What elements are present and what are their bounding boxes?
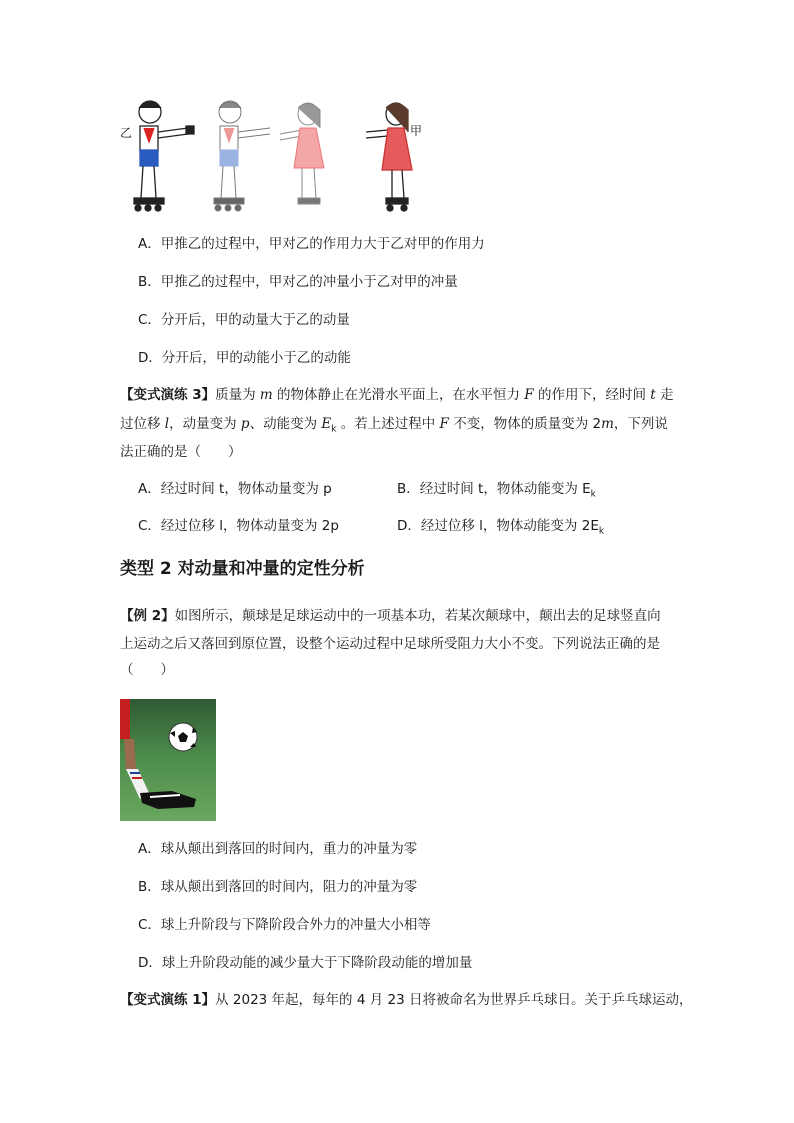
sub-k: k (598, 526, 605, 537)
ex2-option-a: A．球从颠出到落回的时间内，重力的冲量为零 (138, 841, 418, 857)
var3-tag: 【变式演练 3】 (120, 387, 216, 403)
skaters-figure (118, 98, 428, 216)
text: 如图所示，颠球是足球运动中的一项基本功，若某次颠球中，颠出去的足球竖直向 (174, 608, 661, 624)
option-b: B．甲推乙的过程中，甲对乙的冲量小于乙对甲的冲量 (138, 274, 458, 290)
var3-line1 (120, 385, 674, 405)
var3-option-b (397, 479, 596, 505)
ex2-option-d: D．球上升阶段动能的减少量大于下降阶段动能的增加量 (138, 955, 473, 971)
text: 从 2023 年起，每年的 4 月 23 日将被命名为世界乒乓球日。关于乒乓球运动， (215, 992, 693, 1008)
text: 走 (655, 387, 674, 403)
var3-line3: 法正确的是（ ） (120, 444, 242, 460)
text: ，下列说 (613, 416, 668, 432)
text: 过位移 (120, 416, 165, 432)
ex2-option-c: C．球上升阶段与下降阶段合外力的冲量大小相等 (138, 917, 431, 933)
text: D．经过位移 l，物体动能变为 2E (397, 518, 599, 534)
var3-line2 (120, 414, 668, 440)
option-d: D．分开后，甲的动能小于乙的动能 (138, 350, 351, 366)
soccer-photo (120, 699, 216, 821)
option-c: C．分开后，甲的动量大于乙的动量 (138, 312, 350, 328)
sub-k: k (590, 489, 596, 500)
ex2-tag: 【例 2】 (120, 608, 175, 624)
option-a: A．甲推乙的过程中，甲对乙的作用力大于乙对甲的作用力 (138, 236, 485, 252)
text: B．经过时间 t，物体动能变为 E (397, 481, 591, 497)
var-t: t (650, 387, 656, 403)
var1-tag: 【变式演练 1】 (120, 992, 216, 1008)
var3-option-c: C．经过位移 l，物体动量变为 2p (138, 518, 339, 534)
var3-option-d (397, 516, 604, 542)
var-p: p (240, 416, 250, 432)
ex2-line2: 上运动之后又落回到原位置，设整个运动过程中足球所受阻力大小不变。下列说法正确的是 (120, 636, 660, 652)
text: 不变，物体的质量变为 2 (448, 416, 602, 432)
label-jia: 甲 (410, 124, 423, 138)
text: 质量为 (215, 387, 260, 403)
var-l: l (164, 416, 170, 432)
text: ，动量变为 (169, 416, 241, 432)
text: 的物体静止在光滑水平面上，在水平恒力 (272, 387, 525, 403)
var-F: F (524, 387, 534, 403)
ex2-line3: （ ） (120, 662, 174, 678)
soccer-illustration (120, 699, 216, 821)
var-m: m (259, 387, 273, 403)
text: 的作用下，经时间 (533, 387, 651, 403)
var-F: F (439, 416, 449, 432)
var-m: m (601, 416, 614, 432)
section-heading: 类型 2 对动量和冲量的定性分析 (120, 559, 365, 579)
ex2-option-b: B．球从颠出到落回的时间内，阻力的冲量为零 (138, 879, 418, 895)
skaters-illustration (130, 98, 423, 216)
var-E: E (321, 416, 332, 432)
label-yi: 乙 (120, 126, 133, 140)
var1-line1 (120, 990, 692, 1010)
text: 、动能变为 (249, 416, 322, 432)
ex2-line1 (120, 606, 661, 626)
sub-k: k (331, 424, 337, 435)
text: 。若上述过程中 (336, 416, 440, 432)
var3-option-a: A．经过时间 t，物体动量变为 p (138, 481, 332, 497)
